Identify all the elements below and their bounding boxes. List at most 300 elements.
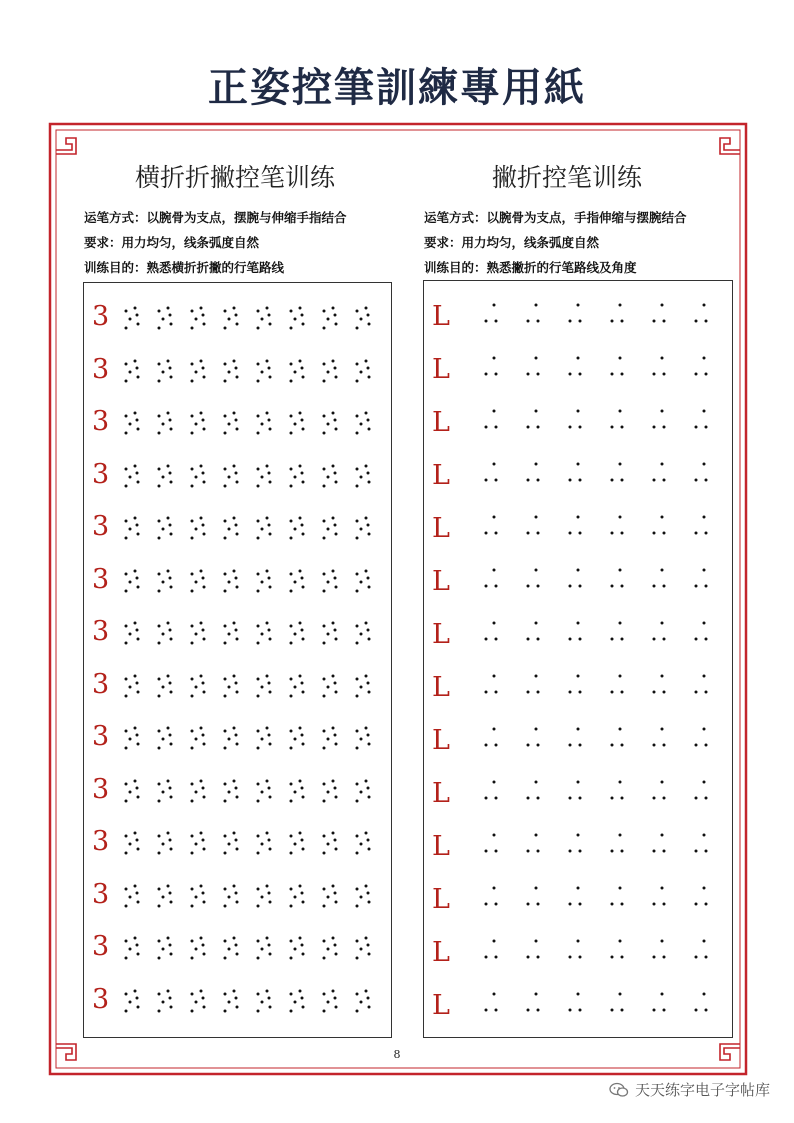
- guide-dot: [134, 937, 137, 940]
- guide-dot: [323, 310, 326, 313]
- right_section-dot-guides: [424, 882, 724, 922]
- guide-dot: [268, 314, 271, 317]
- guide-dot: [191, 677, 194, 680]
- guide-dot: [495, 426, 498, 429]
- left-requirement-text: 要求：用力均匀，线条弧度自然: [84, 235, 260, 250]
- guide-dot: [158, 852, 161, 855]
- guide-dot: [299, 517, 302, 520]
- guide-dot: [621, 585, 624, 588]
- guide-dot: [365, 884, 368, 887]
- guide-dot: [228, 423, 231, 426]
- guide-dot: [224, 904, 227, 907]
- right-practice-box: [423, 280, 733, 1038]
- guide-dot: [335, 743, 338, 746]
- guide-dot: [323, 677, 326, 680]
- guide-dot: [158, 782, 161, 785]
- guide-dot: [224, 677, 227, 680]
- guide-dot: [356, 677, 359, 680]
- guide-dot: [495, 479, 498, 482]
- guide-dot: [493, 675, 496, 678]
- left_section-sample-stroke: 3: [92, 616, 110, 647]
- left_section-dot-guides: [84, 929, 384, 969]
- guide-dot: [294, 580, 297, 583]
- guide-dot: [327, 790, 330, 793]
- guide-dot: [327, 685, 330, 688]
- left_section-sample-stroke: 3: [92, 353, 110, 385]
- guide-dot: [269, 323, 272, 326]
- guide-dot: [611, 479, 614, 482]
- guide-dot: [661, 569, 664, 572]
- guide-dot: [235, 681, 238, 684]
- guide-dot: [332, 674, 335, 677]
- guide-dot: [527, 797, 530, 800]
- guide-dot: [323, 415, 326, 418]
- guide-dot: [619, 622, 622, 625]
- guide-dot: [323, 327, 326, 330]
- guide-dot: [269, 480, 272, 483]
- guide-dot: [125, 572, 128, 575]
- guide-dot: [569, 532, 572, 535]
- guide-dot: [323, 1009, 326, 1012]
- guide-dot: [302, 743, 305, 746]
- guide-dot: [527, 585, 530, 588]
- guide-dot: [527, 479, 530, 482]
- left_section-dot-guides: [84, 457, 384, 497]
- guide-dot: [268, 734, 271, 737]
- guide-dot: [323, 572, 326, 575]
- guide-dot: [323, 940, 326, 943]
- guide-dot: [294, 633, 297, 636]
- guide-dot: [577, 569, 580, 572]
- guide-dot: [169, 576, 172, 579]
- guide-dot: [266, 464, 269, 467]
- guide-dot: [535, 675, 538, 678]
- guide-dot: [125, 747, 128, 750]
- guide-dot: [158, 432, 161, 435]
- guide-dot: [203, 480, 206, 483]
- guide-dot: [360, 843, 363, 846]
- guide-dot: [367, 524, 370, 527]
- guide-dot: [356, 835, 359, 838]
- right_section-dot-guides: [424, 458, 724, 498]
- guide-dot: [200, 937, 203, 940]
- guide-dot: [493, 622, 496, 625]
- guide-dot: [137, 900, 140, 903]
- guide-dot: [299, 884, 302, 887]
- guide-dot: [129, 528, 132, 531]
- guide-dot: [257, 432, 260, 435]
- guide-dot: [137, 953, 140, 956]
- guide-dot: [158, 484, 161, 487]
- guide-dot: [228, 738, 231, 741]
- guide-dot: [301, 419, 304, 422]
- guide-dot: [224, 1009, 227, 1012]
- guide-dot: [233, 412, 236, 415]
- guide-dot: [233, 937, 236, 940]
- guide-dot: [233, 727, 236, 730]
- guide-dot: [290, 415, 293, 418]
- guide-dot: [537, 903, 540, 906]
- guide-dot: [261, 528, 264, 531]
- guide-dot: [202, 314, 205, 317]
- right-goal-text: 训练目的：熟悉撇折的行笔路线及角度: [424, 260, 637, 275]
- guide-dot: [224, 432, 227, 435]
- left_section-sample-stroke: 3: [92, 563, 110, 595]
- guide-dot: [191, 747, 194, 750]
- guide-dot: [577, 463, 580, 466]
- guide-dot: [537, 850, 540, 853]
- guide-dot: [356, 432, 359, 435]
- guide-dot: [257, 835, 260, 838]
- right_section-dot-guides: [424, 829, 724, 869]
- guide-dot: [266, 884, 269, 887]
- guide-dot: [162, 1000, 165, 1003]
- guide-dot: [663, 744, 666, 747]
- guide-dot: [125, 940, 128, 943]
- guide-dot: [294, 528, 297, 531]
- guide-dot: [290, 432, 293, 435]
- guide-dot: [705, 744, 708, 747]
- guide-dot: [224, 520, 227, 523]
- guide-dot: [266, 937, 269, 940]
- guide-dot: [257, 415, 260, 418]
- guide-dot: [290, 940, 293, 943]
- right_section-sample-stroke: L: [432, 354, 450, 385]
- guide-dot: [235, 524, 238, 527]
- left_section-practice-row: [84, 509, 391, 549]
- guide-dot: [266, 622, 269, 625]
- guide-dot: [356, 747, 359, 750]
- guide-dot: [290, 1009, 293, 1012]
- guide-dot: [134, 727, 137, 730]
- guide-dot: [191, 992, 194, 995]
- guide-dot: [294, 843, 297, 846]
- guide-dot: [233, 307, 236, 310]
- guide-dot: [169, 419, 172, 422]
- guide-dot: [268, 891, 271, 894]
- guide-dot: [653, 479, 656, 482]
- guide-dot: [569, 956, 572, 959]
- guide-dot: [299, 569, 302, 572]
- guide-dot: [158, 642, 161, 645]
- guide-dot: [527, 638, 530, 641]
- guide-dot: [170, 533, 173, 536]
- guide-dot: [257, 625, 260, 628]
- guide-dot: [224, 835, 227, 838]
- guide-dot: [327, 895, 330, 898]
- guide-dot: [334, 839, 337, 842]
- guide-dot: [290, 957, 293, 960]
- guide-dot: [125, 782, 128, 785]
- guide-dot: [569, 1009, 572, 1012]
- guide-dot: [169, 524, 172, 527]
- guide-dot: [224, 415, 227, 418]
- right_section-practice-row: [424, 299, 732, 339]
- guide-dot: [125, 642, 128, 645]
- guide-dot: [569, 691, 572, 694]
- guide-dot: [290, 642, 293, 645]
- guide-dot: [125, 432, 128, 435]
- guide-dot: [493, 357, 496, 360]
- guide-dot: [485, 691, 488, 694]
- guide-dot: [360, 423, 363, 426]
- guide-dot: [485, 532, 488, 535]
- guide-dot: [301, 734, 304, 737]
- guide-dot: [236, 323, 239, 326]
- guide-dot: [236, 375, 239, 378]
- guide-dot: [302, 428, 305, 431]
- guide-dot: [125, 677, 128, 680]
- guide-dot: [167, 359, 170, 362]
- guide-dot: [619, 516, 622, 519]
- guide-dot: [236, 743, 239, 746]
- guide-dot: [301, 524, 304, 527]
- guide-dot: [493, 834, 496, 837]
- guide-dot: [224, 327, 227, 330]
- guide-dot: [611, 744, 614, 747]
- guide-dot: [203, 900, 206, 903]
- guide-dot: [653, 532, 656, 535]
- guide-dot: [266, 779, 269, 782]
- guide-dot: [368, 323, 371, 326]
- guide-dot: [134, 989, 137, 992]
- guide-dot: [257, 940, 260, 943]
- guide-dot: [705, 479, 708, 482]
- right_section-sample-stroke: L: [432, 460, 450, 491]
- guide-dot: [661, 463, 664, 466]
- guide-dot: [335, 533, 338, 536]
- guide-dot: [167, 464, 170, 467]
- guide-dot: [167, 779, 170, 782]
- guide-dot: [170, 795, 173, 798]
- guide-dot: [261, 318, 264, 321]
- guide-dot: [356, 327, 359, 330]
- left_section-practice-row: [84, 667, 391, 707]
- guide-dot: [257, 957, 260, 960]
- guide-dot: [158, 887, 161, 890]
- guide-dot: [703, 781, 706, 784]
- guide-dot: [302, 953, 305, 956]
- guide-dot: [202, 629, 205, 632]
- left_section-practice-row: [84, 877, 391, 917]
- guide-dot: [191, 799, 194, 802]
- guide-dot: [335, 585, 338, 588]
- right-requirement-text: 要求：用力均匀，线条弧度自然: [424, 235, 600, 250]
- guide-dot: [129, 685, 132, 688]
- guide-dot: [125, 327, 128, 330]
- guide-dot: [663, 320, 666, 323]
- guide-dot: [495, 797, 498, 800]
- guide-dot: [621, 638, 624, 641]
- guide-dot: [367, 314, 370, 317]
- guide-dot: [125, 957, 128, 960]
- guide-dot: [335, 900, 338, 903]
- guide-dot: [268, 681, 271, 684]
- guide-dot: [236, 480, 239, 483]
- guide-dot: [162, 580, 165, 583]
- guide-dot: [158, 730, 161, 733]
- guide-dot: [577, 622, 580, 625]
- guide-dot: [695, 691, 698, 694]
- guide-dot: [202, 891, 205, 894]
- page-number: 8: [393, 1048, 401, 1061]
- left_section-sample-stroke: 3: [92, 301, 110, 332]
- guide-dot: [569, 903, 572, 906]
- guide-dot: [269, 375, 272, 378]
- guide-dot: [191, 625, 194, 628]
- guide-dot: [332, 412, 335, 415]
- guide-dot: [302, 848, 305, 851]
- guide-dot: [233, 464, 236, 467]
- guide-dot: [233, 832, 236, 835]
- guide-dot: [228, 370, 231, 373]
- guide-dot: [203, 743, 206, 746]
- guide-dot: [200, 779, 203, 782]
- guide-dot: [236, 795, 239, 798]
- guide-dot: [195, 843, 198, 846]
- guide-dot: [169, 366, 172, 369]
- guide-dot: [493, 569, 496, 572]
- guide-dot: [200, 517, 203, 520]
- guide-dot: [169, 996, 172, 999]
- guide-dot: [619, 940, 622, 943]
- guide-dot: [334, 734, 337, 737]
- guide-dot: [653, 426, 656, 429]
- guide-dot: [136, 734, 139, 737]
- guide-dot: [695, 320, 698, 323]
- guide-dot: [191, 572, 194, 575]
- guide-dot: [527, 691, 530, 694]
- guide-dot: [569, 850, 572, 853]
- guide-dot: [257, 730, 260, 733]
- guide-dot: [661, 940, 664, 943]
- guide-dot: [360, 370, 363, 373]
- guide-dot: [577, 940, 580, 943]
- left-practice-box: [83, 282, 392, 1038]
- guide-dot: [169, 314, 172, 317]
- guide-dot: [663, 638, 666, 641]
- left-method-text: 运笔方式：以腕骨为支点，摆腕与伸缩手指结合: [84, 210, 347, 225]
- guide-dot: [653, 797, 656, 800]
- guide-dot: [195, 370, 198, 373]
- guide-dot: [134, 622, 137, 625]
- guide-dot: [235, 576, 238, 579]
- guide-dot: [203, 375, 206, 378]
- left_section-dot-guides: [84, 352, 384, 392]
- guide-dot: [290, 625, 293, 628]
- guide-dot: [233, 674, 236, 677]
- guide-dot: [535, 887, 538, 890]
- guide-dot: [493, 516, 496, 519]
- guide-dot: [191, 887, 194, 890]
- guide-dot: [170, 375, 173, 378]
- guide-dot: [136, 996, 139, 999]
- right_section-practice-row: [424, 776, 732, 816]
- guide-dot: [327, 370, 330, 373]
- right_section-sample-stroke: L: [432, 566, 450, 597]
- guide-dot: [705, 1009, 708, 1012]
- guide-dot: [136, 681, 139, 684]
- guide-dot: [653, 373, 656, 376]
- guide-dot: [368, 585, 371, 588]
- guide-dot: [158, 694, 161, 697]
- guide-dot: [368, 1005, 371, 1008]
- guide-dot: [269, 1005, 272, 1008]
- guide-dot: [170, 638, 173, 641]
- guide-dot: [236, 900, 239, 903]
- guide-dot: [257, 747, 260, 750]
- guide-dot: [365, 674, 368, 677]
- guide-dot: [705, 903, 708, 906]
- guide-dot: [323, 887, 326, 890]
- guide-dot: [158, 589, 161, 592]
- guide-dot: [535, 940, 538, 943]
- guide-dot: [327, 1000, 330, 1003]
- guide-dot: [228, 475, 231, 478]
- right_section-dot-guides: [424, 564, 724, 604]
- guide-dot: [653, 850, 656, 853]
- guide-dot: [332, 727, 335, 730]
- guide-dot: [360, 738, 363, 741]
- guide-dot: [236, 1005, 239, 1008]
- guide-dot: [356, 730, 359, 733]
- guide-dot: [365, 464, 368, 467]
- guide-dot: [621, 532, 624, 535]
- guide-dot: [527, 850, 530, 853]
- guide-dot: [365, 989, 368, 992]
- guide-dot: [191, 694, 194, 697]
- guide-dot: [136, 314, 139, 317]
- guide-dot: [485, 797, 488, 800]
- guide-dot: [134, 307, 137, 310]
- left_section-dot-guides: [84, 562, 384, 602]
- guide-dot: [129, 790, 132, 793]
- guide-dot: [365, 569, 368, 572]
- guide-dot: [290, 730, 293, 733]
- guide-dot: [621, 373, 624, 376]
- guide-dot: [332, 779, 335, 782]
- guide-dot: [191, 835, 194, 838]
- guide-dot: [129, 633, 132, 636]
- guide-dot: [485, 426, 488, 429]
- guide-dot: [257, 310, 260, 313]
- guide-dot: [134, 359, 137, 362]
- guide-dot: [137, 1005, 140, 1008]
- guide-dot: [191, 957, 194, 960]
- guide-dot: [485, 903, 488, 906]
- left_section-practice-row: [84, 824, 391, 864]
- guide-dot: [301, 681, 304, 684]
- guide-dot: [191, 1009, 194, 1012]
- guide-dot: [129, 738, 132, 741]
- guide-dot: [235, 366, 238, 369]
- left-goal-text: 训练目的：熟悉横折折撇的行笔路线: [84, 260, 285, 275]
- guide-dot: [332, 937, 335, 940]
- left_section-sample-stroke: 3: [92, 668, 110, 700]
- guide-dot: [224, 694, 227, 697]
- guide-dot: [200, 674, 203, 677]
- guide-dot: [236, 690, 239, 693]
- guide-dot: [170, 953, 173, 956]
- guide-dot: [136, 524, 139, 527]
- right_section-dot-guides: [424, 935, 724, 975]
- guide-dot: [268, 786, 271, 789]
- guide-dot: [535, 728, 538, 731]
- guide-dot: [301, 314, 304, 317]
- guide-dot: [200, 412, 203, 415]
- guide-dot: [495, 532, 498, 535]
- guide-dot: [136, 944, 139, 947]
